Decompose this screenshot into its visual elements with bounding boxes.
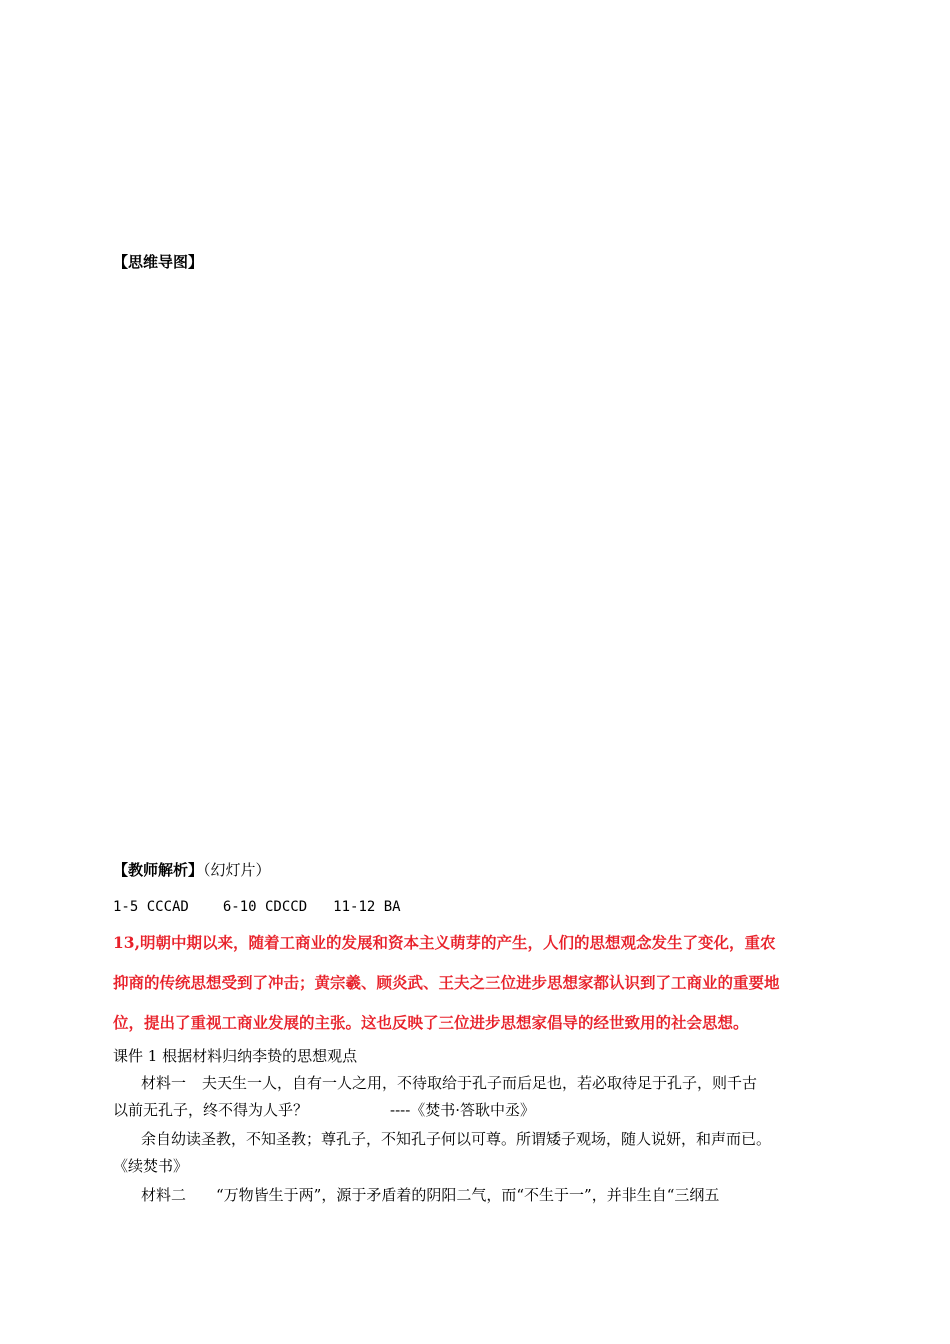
analysis-heading: 【教师解析】 <box>113 861 204 879</box>
q13-line-3: 位，提出了重视工商业发展的主张。这也反映了三位进步思想家倡导的经世致用的社会思想。 <box>113 1013 749 1032</box>
material2-label: 材料二 <box>141 1186 187 1204</box>
material1-line-2 <box>113 1100 535 1120</box>
courseware-title: 课件 1 根据材料归纳李贽的思想观点 <box>113 1047 358 1065</box>
material1-text: 夫天生一人，自有一人之用，不待取给于孔子而后足也，若必取待足于孔子，则千古 <box>202 1074 758 1092</box>
answer-group-3: 11-12 BA <box>333 899 401 915</box>
answer-group-2: 6-10 CDCCD <box>222 899 308 915</box>
answer-group-1: 1-5 CCCAD <box>113 899 189 915</box>
material1-source: ----《焚书·答耿中丞》 <box>390 1101 536 1119</box>
material1-text-2: 以前无孔子，终不得为人乎？ <box>113 1101 309 1119</box>
answer-key <box>113 897 401 917</box>
material1-line-1 <box>141 1073 757 1093</box>
material2-text: “万物皆生于两”，源于矛盾着的阴阳二气，而“不生于一”，并非生自“三纲五 <box>216 1186 720 1204</box>
analysis-heading-line <box>113 860 271 880</box>
material1-label: 材料一 <box>141 1074 187 1092</box>
quote2-source: 《续焚书》 <box>113 1157 189 1175</box>
analysis-note: （幻灯片） <box>203 861 271 879</box>
mind-map-heading: 【思维导图】 <box>113 253 204 271</box>
q13-line-1: 13,明朝中期以来，随着工商业的发展和资本主义萌芽的产生，人们的思想观念发生了变化，重农 <box>113 933 776 952</box>
q13-line-2: 抑商的传统思想受到了冲击；黄宗羲、顾炎武、王夫之三位进步思想家都认识到了工商业的重要地 <box>113 973 780 992</box>
material2-line-1 <box>141 1185 719 1205</box>
quote2-line-1: 余自幼读圣教，不知圣教；尊孔子，不知孔子何以可尊。所谓矮子观场，随人说妍，和声而已。 <box>141 1130 772 1148</box>
